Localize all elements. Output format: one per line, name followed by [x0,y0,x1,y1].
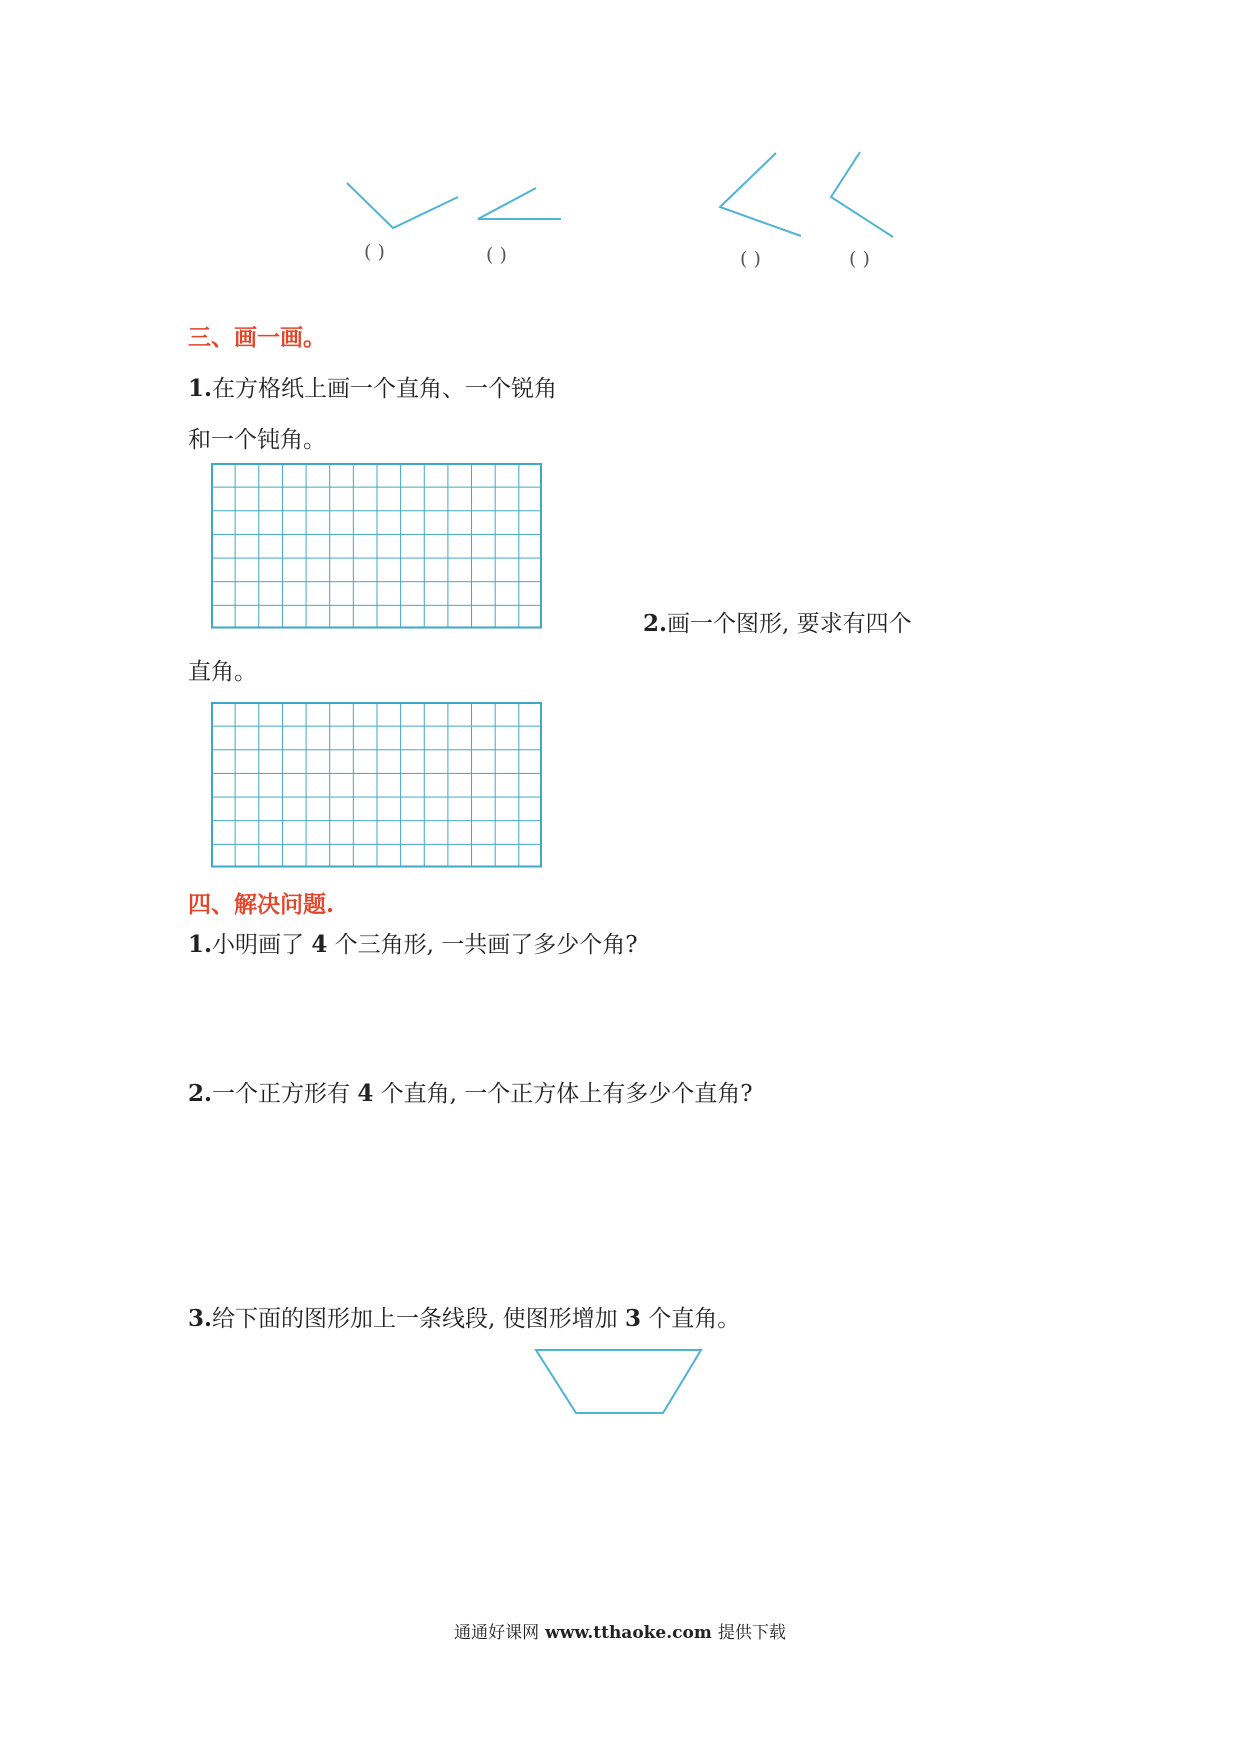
question-value: 4 [311,931,328,958]
question-value: 4 [357,1080,374,1107]
trapezoid-shape[interactable] [536,1350,701,1413]
section-3-heading: 三、画一画。 [188,324,326,351]
footer-suffix: 提供下载 [717,1623,786,1643]
footer-site-name: 通通好课网 [454,1623,540,1643]
section-3-question-1-continued: 和一个钝角。 [188,427,326,453]
answer-blank-3[interactable]: ( ) [740,248,761,270]
angle-figure-3 [720,153,801,236]
section-3-question-2-continued: 直角。 [188,659,257,685]
square-grid-2[interactable] [211,702,542,868]
angle-figures [0,0,1240,300]
trapezoid-figure[interactable] [0,1340,1240,1430]
answer-blank-2[interactable]: ( ) [486,244,507,266]
question-text: 个三角形, 一共画了多少个角? [327,932,638,958]
answer-blank-4[interactable]: ( ) [849,248,870,270]
section-3-question-2 [643,610,912,638]
answer-blank-1[interactable]: ( ) [364,241,385,263]
section-3-question-1 [188,375,557,403]
question-number: 1. [188,931,213,958]
question-text: 给下面的图形加上一条线段, 使图形增加 [212,1306,625,1332]
question-number: 2. [643,610,668,637]
question-text: 一个正方形有 [212,1081,358,1107]
section-4-question-2 [188,1080,753,1108]
question-text: 个直角。 [640,1306,741,1332]
section-4-heading: 四、解决问题. [188,891,335,918]
question-text: 小明画了 [212,932,312,958]
angle-figure-4 [831,152,893,237]
question-number: 2. [188,1080,213,1107]
section-4-question-3 [188,1305,740,1333]
section-4-question-1 [188,931,638,959]
angle-figure-2 [478,188,561,219]
question-text: 在方格纸上画一个直角、一个锐角 [212,376,558,402]
angle-figure-1 [347,183,458,228]
question-text: 画一个图形, 要求有四个 [667,611,912,637]
footer-url-link[interactable]: www.tthaoke.com [545,1623,712,1643]
question-value: 3 [624,1305,641,1332]
square-grid-1[interactable] [211,463,542,629]
question-number: 1. [188,375,213,402]
question-text: 个直角, 一个正方体上有多少个直角? [373,1081,753,1107]
question-number: 3. [188,1305,213,1332]
footer [0,1623,1240,1643]
